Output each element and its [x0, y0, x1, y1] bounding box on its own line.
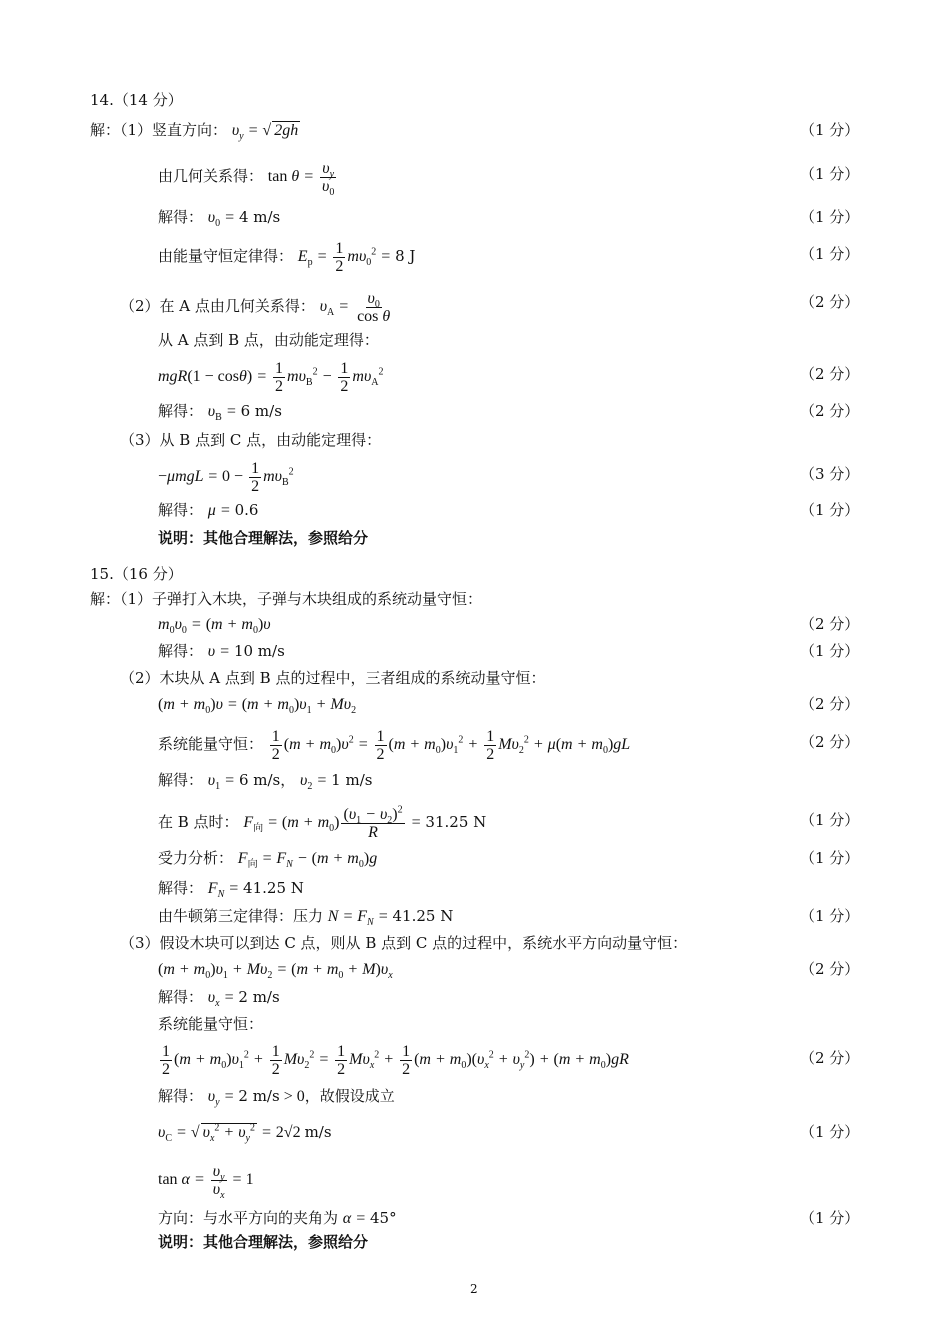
energy-label: 系统能量守恒：: [158, 735, 264, 754]
score: （1 分）: [800, 121, 860, 139]
q14-geo-line: [158, 160, 338, 199]
eq-momentum-3: $(m + m_0)\upsilon_1 + M\upsilon_2 = (m + m_0 + M)\upsilon_x$: [158, 961, 393, 982]
solve-label: 解得：: [158, 771, 204, 789]
vy-tail: ，故假设成立: [304, 1087, 395, 1105]
q14-energy-line: 由能量守恒定律得： $E_p$ = $\frac{1}{2}$ $m\upsilon_0^2 = 8$ J: [158, 240, 416, 275]
eq-momentum-1: $m_0\upsilon_0 = (m + m_0)\upsilon$: [158, 616, 271, 637]
q14-header: 14.（14 分）: [90, 91, 183, 109]
q15-dir-line: 方向：与水平方向的夹角为 α = 45°: [158, 1209, 397, 1227]
force-label: 受力分析：: [158, 849, 234, 867]
q14-mu-line: 解得： μ = 0.6: [158, 501, 259, 519]
eq-energy-bc: $\frac{1}{2}$ $(m + m_0)\upsilon_1^2$ + $\frac{1}{2}$ $M\upsilon_2^2$ = $\frac{1}{2}$ $M\upsilon_x^2$ + $\frac{1}{2}$ $(m + m_0)(\upsilon_x^2 + \upsilon_y^2) + (m + m_0)gR$: [162, 1043, 629, 1078]
q15-vy-line: 解得： $\upsilon_y = 2$ m/s > 0，故假设成立: [158, 1087, 395, 1109]
fn-value-2: 41.25 N: [392, 907, 454, 925]
score: （1 分）: [800, 1123, 860, 1141]
q14-part3-label: （3）从 B 点到 C 点，由动能定理得：: [120, 431, 382, 449]
q14-part2-label: （2）在 A 点由几何关系得：: [120, 297, 315, 316]
q15-part3-text: （3）假设木块可以到达 C 点，则从 B 点到 C 点的过程中，系统水平方向动量守恒：: [120, 934, 688, 952]
q14-part1-label: 解：（1）竖直方向：: [90, 121, 228, 139]
eq-tan-alpha: tan α = $\frac{\upsilon_y}{\upsilon_x}$ = 1: [158, 1163, 254, 1202]
score: （2 分）: [800, 365, 860, 383]
q15-atB-line: 在 B 点时： $F_向 = (m + m_0)$ $\frac{(\upsilon_1 - \upsilon_2)^2}{R}$ = 31.25 N: [158, 804, 487, 841]
q15-part1-text: 解：（1）子弹打入木块，子弹与木块组成的系统动量守恒：: [90, 590, 483, 608]
score: （1 分）: [800, 849, 860, 867]
eq-friction-bc: −μmgL = 0 − $\frac{1}{2}$ $m\upsilon_B^2$: [158, 460, 294, 495]
newton-label: 由牛顿第三定律得：压力: [158, 907, 324, 925]
solve-label: 解得：: [158, 402, 204, 420]
eq-work-energy-ab: mgR(1 − cosθ) = $\frac{1}{2}$ $m\upsilon_B^2$ − $\frac{1}{2}$ $m\upsilon_A^2$: [158, 360, 384, 395]
score: （2 分）: [800, 733, 860, 751]
q15-vx-line: 解得： $\upsilon_x = 2$ m/s: [158, 988, 280, 1010]
mu-value: 0.6: [234, 501, 259, 519]
v-value: 10 m/s: [233, 642, 285, 660]
q14-part1-line: [90, 120, 300, 141]
score: （2 分）: [800, 293, 860, 311]
solve-label: 解得：: [158, 1087, 204, 1105]
eq-va: $\upsilon_A$ = $\frac{\upsilon_0}{\text{cos θ}}$: [319, 290, 391, 325]
q14-ab-text: 从 A 点到 B 点，由动能定理得：: [158, 331, 379, 349]
eq-tan-theta: tan θ = $\frac{\upsilon_y}{\upsilon_0}$: [267, 160, 335, 199]
solve-label: 解得：: [158, 988, 204, 1006]
solve-label: 解得：: [158, 208, 204, 226]
q15-force-line: 受力分析： $F_向 = F_N - (m + m_0)g$: [158, 849, 378, 871]
vy-value: 2 m/s: [238, 1087, 280, 1105]
v0-value: 4 m/s: [238, 208, 281, 226]
energy-label: 由能量守恒定律得：: [158, 247, 294, 266]
score: （1 分）: [800, 811, 860, 829]
vx-value: 2 m/s: [238, 988, 280, 1006]
score: （2 分）: [800, 402, 860, 420]
score: （2 分）: [800, 615, 860, 633]
score: （1 分）: [800, 642, 860, 660]
page-number: 2: [470, 1282, 478, 1296]
score: （1 分）: [800, 501, 860, 519]
q14-v0-line: 解得： $\upsilon_0 = 4$ m/s: [158, 208, 281, 230]
fx-value: 31.25 N: [425, 813, 487, 832]
fn-value: 41.25 N: [243, 879, 304, 897]
q15-header: 15.（16 分）: [90, 565, 183, 583]
dir-label: 方向：与水平方向的夹角为: [158, 1209, 339, 1227]
q15-v-line: 解得： υ = 10 m/s: [158, 642, 285, 660]
vb-value: 6 m/s: [240, 402, 282, 420]
score: （1 分）: [800, 208, 860, 226]
eq-vc: $\upsilon_C$ = √ $\upsilon_x^2 + \upsilon_y^2 = 2√2$ m/s: [158, 1122, 332, 1145]
score: （2 分）: [800, 695, 860, 713]
score: （1 分）: [800, 245, 860, 263]
q15-note: 说明：其他合理解法，参照给分: [158, 1233, 369, 1251]
q15-part2-text: （2）木块从 A 点到 B 点的过程中，三者组成的系统动量守恒：: [120, 669, 546, 687]
score: （2 分）: [800, 960, 860, 978]
score: （2 分）: [800, 1049, 860, 1067]
q15-newton-line: 由牛顿第三定律得：压力 $N = F_N = 41.25$ N: [158, 907, 454, 929]
solve-label: 解得：: [158, 501, 204, 519]
atB-label: 在 B 点时：: [158, 813, 239, 832]
v2-value: 1 m/s: [331, 771, 373, 789]
q15-fn-line: 解得： $F_N = 41.25$ N: [158, 879, 304, 901]
geo-label: 由几何关系得：: [158, 167, 264, 186]
score: （3 分）: [800, 465, 860, 483]
eq-vy: $\upsilon_y$ = √ 2gh: [231, 122, 299, 143]
q14-part2-line: [120, 290, 394, 325]
score: （1 分）: [800, 907, 860, 925]
solve-label: 解得：: [158, 642, 204, 660]
score: （1 分）: [800, 165, 860, 183]
q15-energy-line: 系统能量守恒： $\frac{1}{2}$ $(m + m_0)\upsilon^2$ = $\frac{1}{2}$ $(m + m_0)\upsilon_1^2$ + $\frac{1}{2}$ $M\upsilon_2^2 + \mu(m + m_0)gL$: [158, 728, 631, 763]
score: （1 分）: [800, 1209, 860, 1227]
q15-energy2-label: 系统能量守恒：: [158, 1015, 264, 1033]
q14-note: 说明：其他合理解法，参照给分: [158, 529, 369, 547]
eq-momentum-2: $(m + m_0)\upsilon = (m + m_0)\upsilon_1 + M\upsilon_2$: [158, 696, 357, 717]
solve-label: 解得：: [158, 879, 204, 897]
v1-value: 6 m/s: [238, 771, 281, 789]
q15-v1v2-line: 解得： $\upsilon_1 = 6$ m/s， $\upsilon_2 = 1$ m/s: [158, 771, 373, 793]
angle-value: 45°: [370, 1209, 397, 1227]
ep-value: 8 J: [395, 247, 416, 266]
vc-unit: m/s: [304, 1123, 332, 1141]
q14-vb-line: 解得： $\upsilon_B = 6$ m/s: [158, 402, 282, 424]
